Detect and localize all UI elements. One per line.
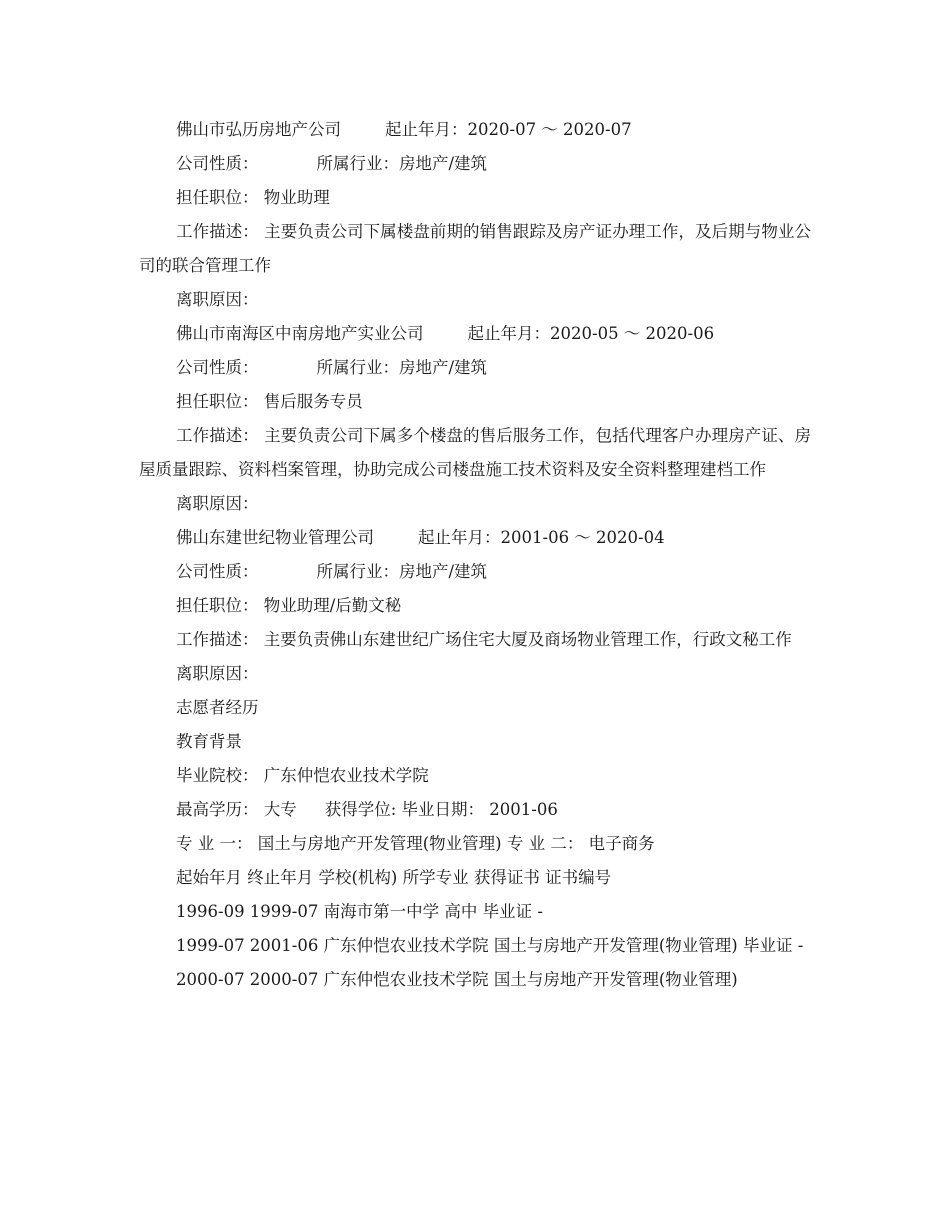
experience-2-description: 工作描述： 主要负责公司下属多个楼盘的售后服务工作，包括代理客户办理房产证、房屋质量跟踪、资料档案管理，协助完成公司楼盘施工技术资料及安全资料整理建档工作 bbox=[139, 426, 811, 479]
graduate-school: 毕业院校： 广东仲恺农业技术学院 bbox=[176, 766, 429, 785]
company-name: 佛山东建世纪物业管理公司 bbox=[176, 528, 374, 547]
degree-line bbox=[139, 793, 811, 827]
experience-2-nature bbox=[139, 351, 811, 385]
resume-content bbox=[139, 113, 811, 997]
experience-3-position: 担任职位： 物业助理/后勤文秘 bbox=[176, 596, 402, 615]
industry: 所属行业：房地产/建筑 bbox=[316, 562, 488, 581]
company-nature-label: 公司性质： bbox=[176, 154, 259, 173]
company-nature-label: 公司性质： bbox=[176, 358, 259, 377]
experience-1-header bbox=[139, 113, 811, 147]
industry: 所属行业：房地产/建筑 bbox=[316, 358, 488, 377]
education-row: 1996-09 1999-07 南海市第一中学 高中 毕业证 - bbox=[176, 902, 543, 921]
experience-3-description: 工作描述： 主要负责佛山东建世纪广场住宅大厦及商场物业管理工作，行政文秘工作 bbox=[176, 630, 792, 649]
experience-1-leave-reason: 离职原因： bbox=[176, 290, 259, 309]
experience-1-nature bbox=[139, 147, 811, 181]
experience-2-leave-reason: 离职原因： bbox=[176, 494, 259, 513]
employment-period: 起止年月：2001-06 ～ 2020-04 bbox=[418, 528, 665, 547]
employment-period: 起止年月：2020-05 ～ 2020-06 bbox=[467, 324, 715, 343]
company-name: 佛山市弘历房地产公司 bbox=[176, 120, 341, 139]
experience-1-position: 担任职位： 物业助理 bbox=[176, 188, 330, 207]
education-row: 2000-07 2000-07 广东仲恺农业技术学院 国土与房地产开发管理(物业管理) bbox=[176, 970, 738, 989]
experience-3-nature bbox=[139, 555, 811, 589]
experience-1-description: 工作描述： 主要负责公司下属楼盘前期的销售跟踪及房产证办理工作，及后期与物业公司的联合管理工作 bbox=[139, 222, 811, 275]
education-heading: 教育背景 bbox=[176, 732, 242, 751]
experience-3-header bbox=[139, 521, 811, 555]
highest-education: 最高学历： 大专 bbox=[176, 800, 297, 819]
company-name: 佛山市南海区中南房地产实业公司 bbox=[176, 324, 424, 343]
experience-2-position: 担任职位： 售后服务专员 bbox=[176, 392, 363, 411]
industry: 所属行业：房地产/建筑 bbox=[316, 154, 488, 173]
education-row: 1999-07 2001-06 广东仲恺农业技术学院 国土与房地产开发管理(物业管理) 毕业证 - bbox=[176, 936, 804, 955]
experience-2-header bbox=[139, 317, 811, 351]
employment-period: 起止年月：2020-07 ～ 2020-07 bbox=[385, 120, 632, 139]
experience-3-leave-reason: 离职原因： bbox=[176, 664, 259, 683]
majors-line: 专 业 一： 国土与房地产开发管理(物业管理) 专 业 二： 电子商务 bbox=[176, 834, 655, 853]
degree-and-graduation: 获得学位: 毕业日期： 2001-06 bbox=[324, 800, 558, 819]
volunteer-heading: 志愿者经历 bbox=[176, 698, 259, 717]
education-table-header: 起始年月 终止年月 学校(机构) 所学专业 获得证书 证书编号 bbox=[176, 868, 612, 887]
company-nature-label: 公司性质： bbox=[176, 562, 259, 581]
